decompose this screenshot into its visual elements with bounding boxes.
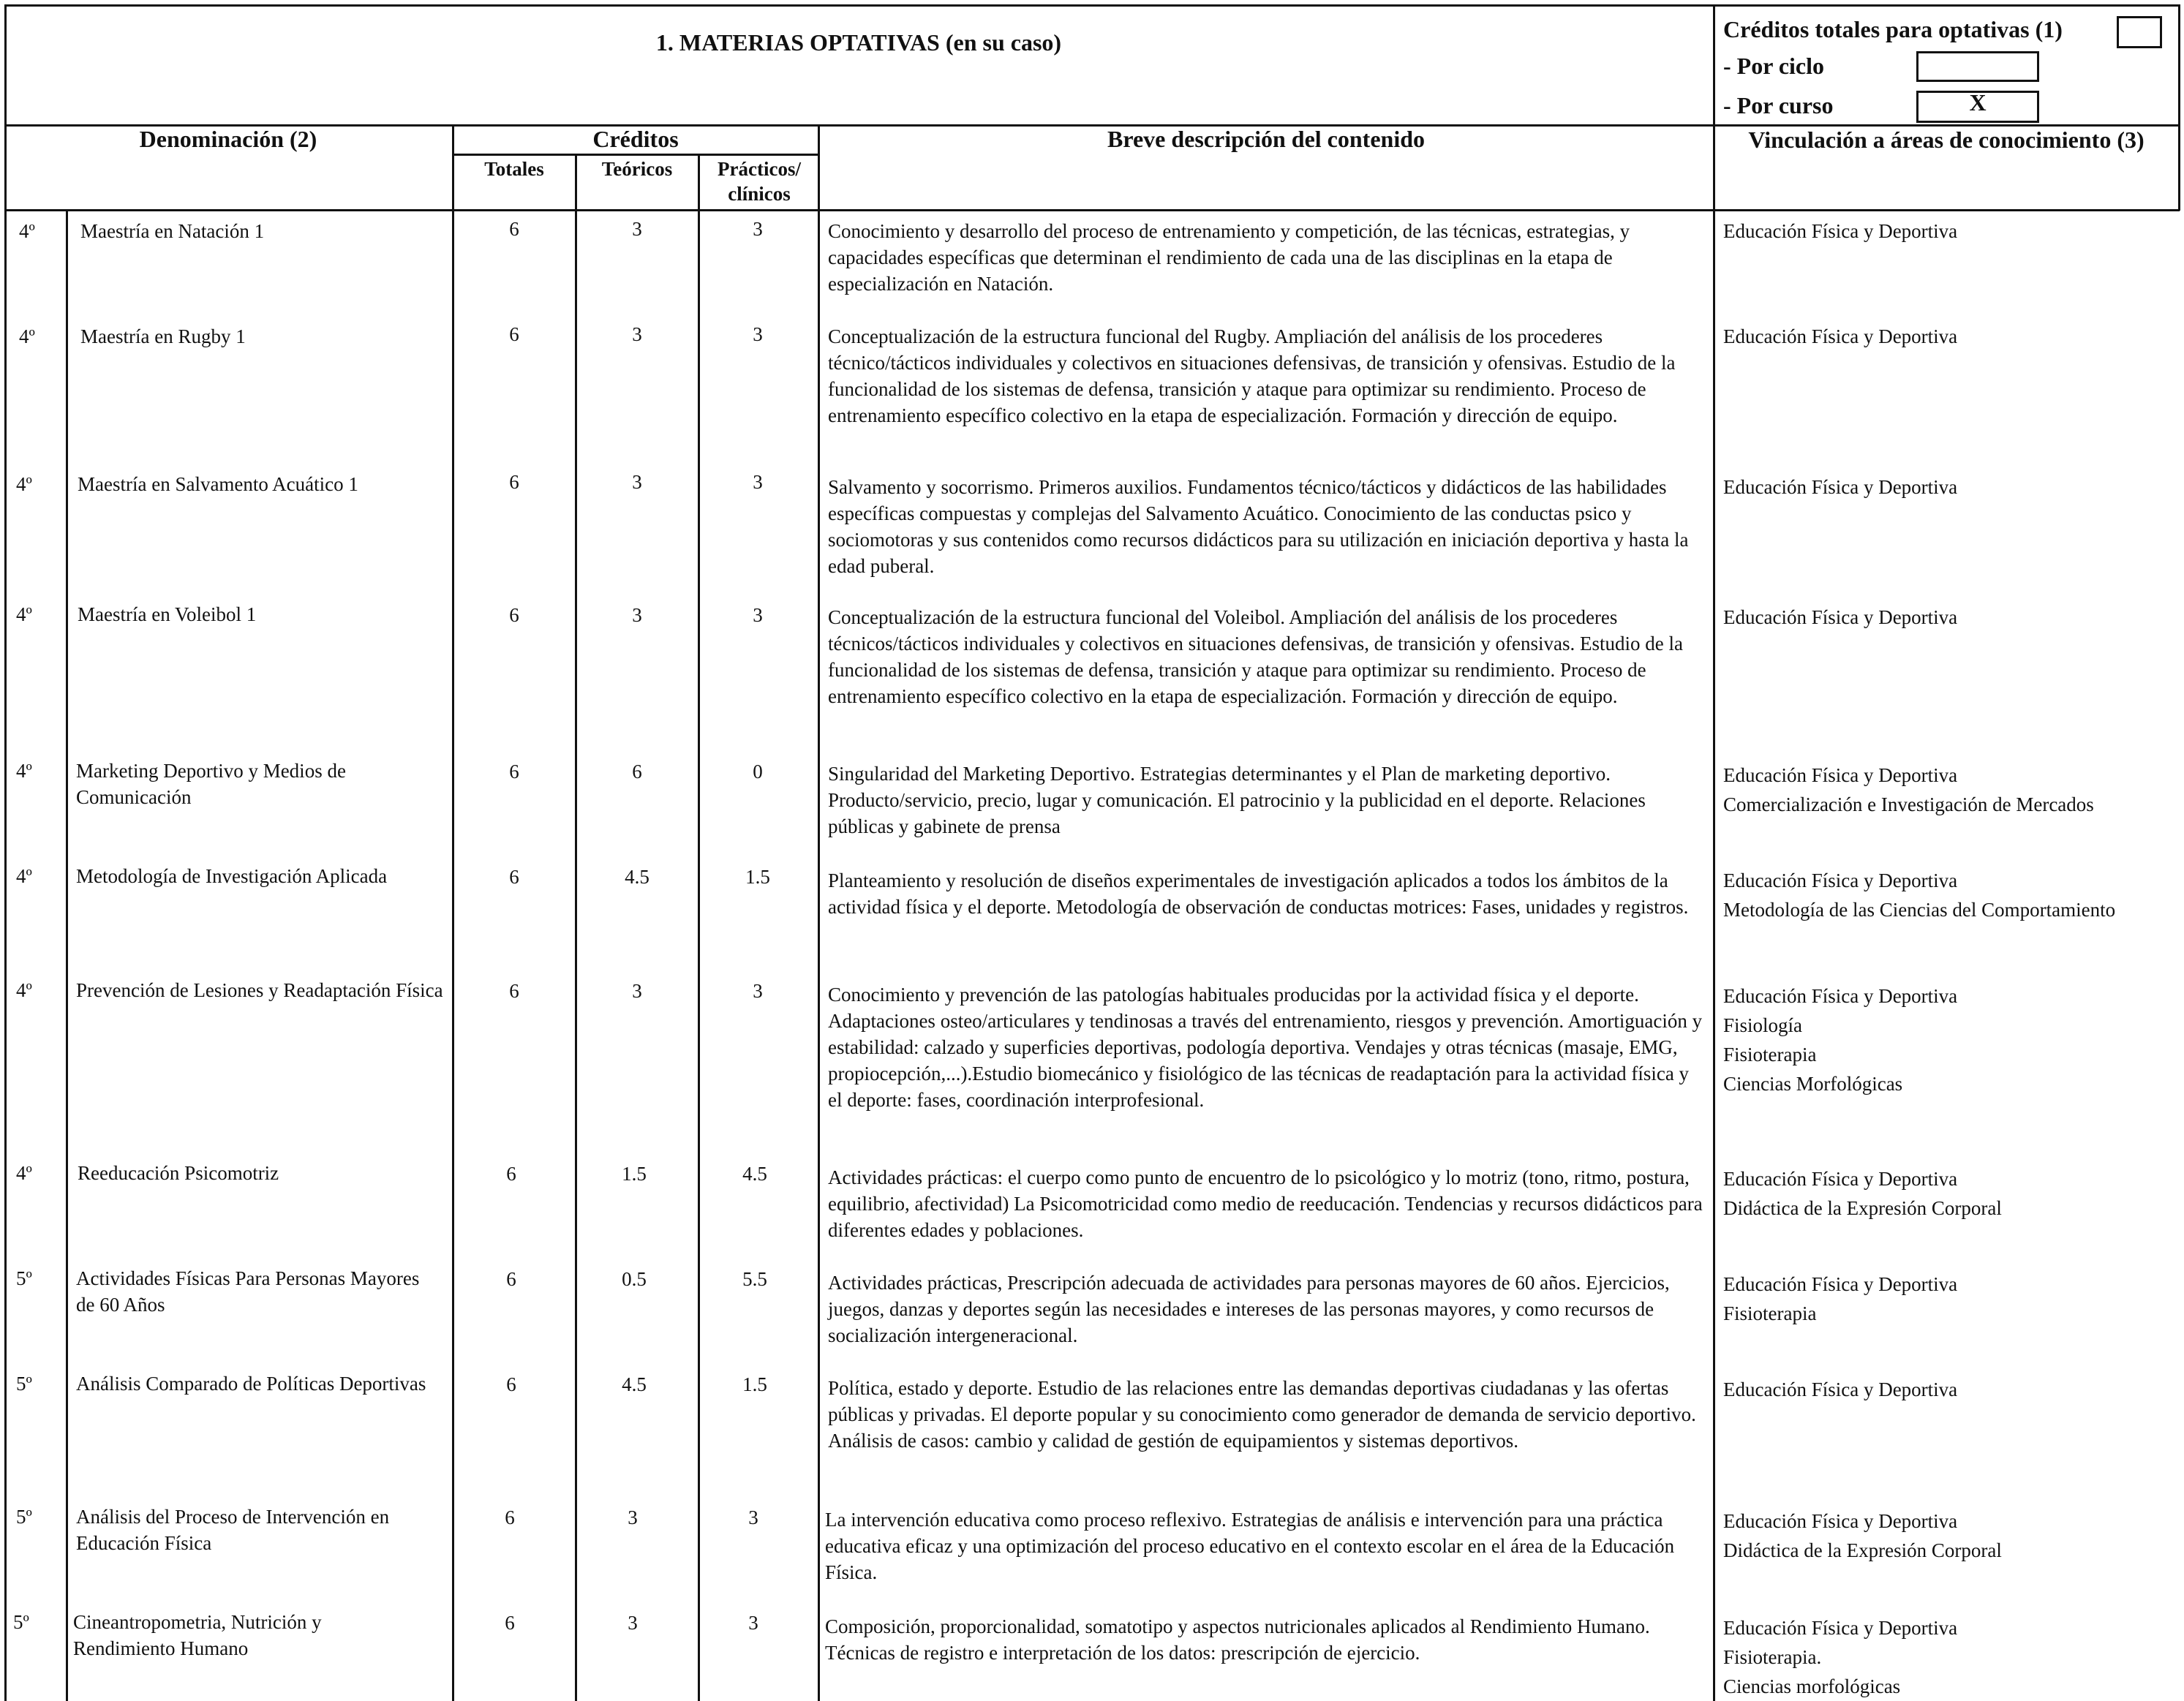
- row-curso: 5º: [16, 1373, 32, 1395]
- row-teoricos: 3: [632, 218, 642, 240]
- row-name: Análisis del Proceso de Intervención en Educación Física: [76, 1506, 390, 1554]
- row-name: Cineantropometria, Nutrición y Rendimiento Humano: [73, 1611, 322, 1659]
- row-area: Educación Física y Deportiva: [1723, 1617, 1958, 1639]
- row-description: Actividades prácticas: el cuerpo como punto de encuentro de lo psicológico y lo motriz (tono, ritmo, postura, equilibrio, afectividad) La Psicomotricidad como medio de reeducación. Tendencias y recursos didácticos para diferentes edades y poblaciones.: [828, 1166, 1703, 1241]
- por-curso-box: X: [1916, 91, 2039, 123]
- row-area: Educación Física y Deportiva: [1723, 325, 1958, 347]
- row-area: Educación Física y Deportiva: [1723, 985, 1958, 1007]
- row-teoricos: 3: [632, 604, 642, 626]
- row-totales: 6: [506, 1163, 516, 1185]
- row-curso: 5º: [13, 1611, 29, 1633]
- row-curso: 4º: [16, 1162, 32, 1184]
- row-area: Didáctica de la Expresión Corporal: [1723, 1197, 2002, 1219]
- row-teoricos: 3: [632, 471, 642, 493]
- page-title: 1. MATERIAS OPTATIVAS (en su caso): [655, 29, 1062, 56]
- row-curso: 5º: [16, 1506, 32, 1528]
- row-teoricos: 4.5: [622, 1373, 647, 1395]
- row-name: Marketing Deportivo y Medios de Comunicación: [76, 760, 346, 808]
- row-totales: 6: [505, 1612, 515, 1634]
- row-practicos: 3: [753, 471, 763, 493]
- row-practicos: 3: [748, 1506, 758, 1528]
- col-sep-denominacion-inner: [66, 209, 68, 1701]
- row-area: Educación Física y Deportiva: [1723, 1510, 1958, 1532]
- col-sep-teoricos: [575, 154, 577, 1701]
- row-name: Reeducación Psicomotriz: [78, 1162, 279, 1184]
- row-curso: 4º: [16, 979, 32, 1001]
- creditos-totales-box: [2117, 16, 2162, 48]
- row-area: Fisioterapia.: [1723, 1646, 1822, 1668]
- row-totales: 6: [509, 866, 519, 888]
- row-area: Educación Física y Deportiva: [1723, 606, 1958, 628]
- row-area: Educación Física y Deportiva: [1723, 476, 1958, 498]
- columns-divider: [4, 209, 2180, 211]
- col-header-vinculacion: Vinculación a áreas de conocimiento (3): [1748, 127, 2145, 153]
- row-area: Ciencias Morfológicas: [1723, 1073, 1903, 1095]
- row-totales: 6: [509, 218, 519, 240]
- row-area: Didáctica de la Expresión Corporal: [1723, 1539, 2002, 1561]
- row-area: Educación Física y Deportiva: [1723, 764, 1958, 786]
- row-curso: 5º: [16, 1267, 32, 1289]
- row-description: Salvamento y socorrismo. Primeros auxilios. Fundamentos técnico/tácticos y didácticos de las habilidades específicas compuestas y complejas del Salvamento Acuático. Conocimiento de las conductas psico y sociomotoras y sus contenidos como recursos didácticos para su utilización en iniciación deportiva y hasta la edad puberal.: [828, 476, 1689, 577]
- row-name: Maestría en Salvamento Acuático 1: [78, 473, 358, 495]
- row-practicos: 5.5: [742, 1268, 767, 1290]
- row-teoricos: 0.5: [622, 1268, 647, 1290]
- row-description: Planteamiento y resolución de diseños experimentales de investigación aplicados a todos los ámbitos de la actividad física y el deporte. Metodología de observación de conductas motrices: Fases, unidades y registros.: [828, 870, 1689, 918]
- row-area: Educación Física y Deportiva: [1723, 220, 1958, 242]
- row-description: Actividades prácticas, Prescripción adecuada de actividades para personas mayores de 60 años. Ejercicios, juegos, danzas y deportes según las necesidades e intereses de las personas mayores, y como recursos de socialización intergeneracional.: [828, 1272, 1670, 1346]
- row-practicos: 3: [753, 218, 763, 240]
- por-curso-label: - Por curso: [1723, 92, 1834, 118]
- row-name: Maestría en Rugby 1: [80, 325, 246, 347]
- col-header-practicos: Prácticos/ clínicos: [718, 158, 801, 205]
- right-border: [2178, 4, 2180, 211]
- row-name: Actividades Físicas Para Personas Mayores de 60 Años: [76, 1267, 420, 1316]
- row-practicos: 1.5: [745, 866, 770, 888]
- row-description: Singularidad del Marketing Deportivo. Estrategias determinantes y el Plan de marketing deportivo. Producto/servicio, precio, lugar y comunicación. El patrocinio y la publicidad en el deporte. Relaciones públicas y gabinete de prensa: [828, 763, 1646, 837]
- row-teoricos: 3: [632, 980, 642, 1002]
- row-curso: 4º: [16, 603, 32, 625]
- row-practicos: 3: [748, 1612, 758, 1634]
- row-description: Conceptualización de la estructura funcional del Voleibol. Ampliación del análisis de los procederes técnicos/tácticos individuales y colectivos en situaciones defensivas, de transición y ofensivas. Estudio de la funcionalidad de los sistemas de defensa, transición y ataque para optimizar su rendimiento. Proceso de entrenamiento específico colectivo en la etapa de especialización. Formación y dirección de equipo.: [828, 606, 1683, 707]
- creditos-divider: [453, 154, 819, 156]
- row-practicos: 1.5: [742, 1373, 767, 1395]
- row-practicos: 3: [753, 980, 763, 1002]
- row-totales: 6: [506, 1373, 516, 1395]
- row-description: Conocimiento y desarrollo del proceso de entrenamiento y competición, de las técnicas, estrategias, y capacidades específicas que determinan el rendimiento de cada una de las disciplinas en la etapa de especialización en Natación.: [828, 220, 1630, 295]
- row-area: Comercialización e Investigación de Mercados: [1723, 793, 2094, 815]
- por-ciclo-label: - Por ciclo: [1723, 53, 1825, 79]
- row-description: Composición, proporcionalidad, somatotipo y aspectos nutricionales aplicados al Rendimiento Humano. Técnicas de registro e interpretación de los datos: prescripción de ejercicio.: [825, 1615, 1650, 1664]
- row-name: Prevención de Lesiones y Readaptación Física: [76, 979, 443, 1001]
- row-name: Análisis Comparado de Políticas Deportivas: [76, 1373, 426, 1395]
- row-totales: 6: [506, 1268, 516, 1290]
- col-header-creditos: Créditos: [592, 126, 679, 152]
- row-teoricos: 3: [628, 1506, 638, 1528]
- header-split: [1713, 4, 1715, 211]
- creditos-totales-label: Créditos totales para optativas (1): [1723, 16, 2063, 42]
- row-description: La intervención educativa como proceso reflexivo. Estrategias de análisis e intervención para una práctica educativa eficaz y una optimización del proceso educativo en el contexto escolar en el área de la Educación Física.: [825, 1509, 1675, 1583]
- row-description: Política, estado y deporte. Estudio de las relaciones entre las demandas deportivas ciudadanas y las ofertas públicas y privadas. El deporte popular y su conocimiento como generador de demanda de servicio deportivo. Análisis de casos: cambio y calidad de gestión de equipamientos y sistemas deportivos.: [828, 1377, 1696, 1452]
- row-practicos: 4.5: [742, 1163, 767, 1185]
- row-totales: 6: [509, 323, 519, 345]
- row-name: Maestría en Natación 1: [80, 220, 265, 242]
- row-totales: 6: [509, 761, 519, 782]
- row-totales: 6: [509, 980, 519, 1002]
- row-practicos: 3: [753, 604, 763, 626]
- por-ciclo-box: [1916, 51, 2039, 82]
- row-area: Educación Física y Deportiva: [1723, 1168, 1958, 1190]
- row-teoricos: 4.5: [625, 866, 649, 888]
- row-practicos: 3: [753, 323, 763, 345]
- row-description: Conocimiento y prevención de las patologías habituales producidas por la actividad física y el deporte. Adaptaciones osteo/articulares y tendinosas a través del entrenamiento, riesgos y prevención. Amortiguación y estabilidad: calzado y superficies deportivas, podología deportiva. Vendajes y otras técnicas (masaje, EMG, propiocepción,...).Estudio biomecánico y fisiológico de las técnicas de readaptación para la actividad física y el deporte: fases, coordinación interprofesional.: [828, 984, 1703, 1111]
- row-teoricos: 1.5: [622, 1163, 647, 1185]
- col-header-totales: Totales: [484, 158, 544, 180]
- col-sep-totales: [452, 124, 454, 1701]
- row-area: Fisiología: [1723, 1014, 1803, 1036]
- col-sep-curso-inner: [4, 209, 7, 1701]
- row-area: Metodología de las Ciencias del Comportamiento: [1723, 899, 2116, 921]
- row-area: Fisioterapia: [1723, 1302, 1817, 1324]
- row-practicos: 0: [753, 761, 763, 782]
- top-border: [4, 4, 2180, 7]
- row-description: Conceptualización de la estructura funcional del Rugby. Ampliación del análisis de los procederes técnico/tácticos individuales y colectivos en situaciones defensivas, de transición y ofensivas. Estudio de la funcionalidad de los sistemas de defensa, transición y ataque para optimizar su rendimiento. Proceso de entrenamiento específico colectivo en la etapa de especialización. Formación y dirección de equipo.: [828, 325, 1676, 426]
- col-sep-vinculacion: [1713, 209, 1715, 1701]
- row-teoricos: 3: [632, 323, 642, 345]
- row-area: Educación Física y Deportiva: [1723, 1273, 1958, 1295]
- col-sep-descripcion: [818, 124, 820, 1701]
- row-curso: 4º: [16, 473, 32, 495]
- col-sep-practicos: [698, 154, 700, 1701]
- row-area: Educación Física y Deportiva: [1723, 870, 1958, 891]
- row-teoricos: 6: [632, 761, 642, 782]
- row-totales: 6: [505, 1506, 515, 1528]
- row-totales: 6: [509, 604, 519, 626]
- row-name: Maestría en Voleibol 1: [78, 603, 257, 625]
- row-area: Educación Física y Deportiva: [1723, 1378, 1958, 1400]
- row-totales: 6: [509, 471, 519, 493]
- col-header-teoricos: Teóricos: [601, 158, 673, 180]
- col-header-descripcion: Breve descripción del contenido: [1107, 126, 1426, 152]
- row-curso: 4º: [16, 760, 32, 782]
- col-header-denominacion: Denominación (2): [139, 126, 317, 152]
- row-teoricos: 3: [628, 1612, 638, 1634]
- row-name: Metodología de Investigación Aplicada: [76, 865, 388, 887]
- row-area: Ciencias morfológicas: [1723, 1675, 1901, 1697]
- row-curso: 4º: [19, 220, 35, 242]
- row-curso: 4º: [19, 325, 35, 347]
- row-area: Fisioterapia: [1723, 1044, 1817, 1066]
- row-curso: 4º: [16, 865, 32, 887]
